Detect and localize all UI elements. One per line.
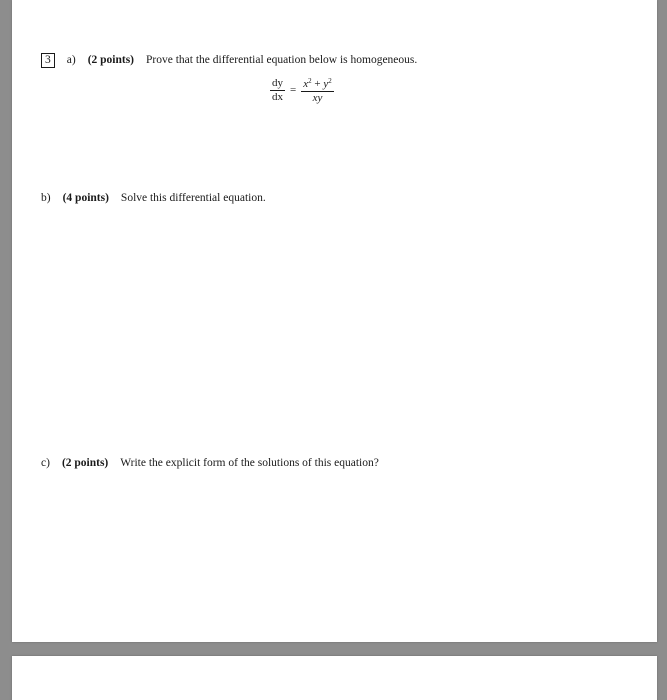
next-document-page <box>12 656 657 700</box>
differential-equation <box>270 75 334 105</box>
rhs-fraction <box>301 75 334 105</box>
question-part-c <box>41 457 379 469</box>
document-page <box>12 0 657 642</box>
part-a-points: (2 points) <box>87 54 135 66</box>
rhs-numerator <box>301 75 334 92</box>
rhs-term-x-exponent: 2 <box>308 77 312 85</box>
part-c-label: c) <box>41 457 50 469</box>
rhs-term-x: x <box>303 78 309 90</box>
part-c-points: (2 points) <box>61 457 109 469</box>
part-b-prompt: Solve this differential equation. <box>120 192 266 204</box>
part-b-label: b) <box>41 192 51 204</box>
lhs-numerator: dy <box>272 76 283 89</box>
part-b-points: (4 points) <box>62 192 109 204</box>
part-a-label: a) <box>66 54 76 66</box>
part-c-prompt: Write the explicit form of the solutions of this equation? <box>120 457 379 469</box>
question-number-box: 3 <box>41 53 55 68</box>
rhs-denominator: xy <box>312 92 323 104</box>
lhs-denominator: dx <box>272 90 283 103</box>
equals-sign: = <box>290 84 297 96</box>
rhs-term-y: y <box>323 78 329 90</box>
question-part-b <box>41 192 266 204</box>
rhs-plus: + <box>311 78 324 90</box>
lhs-fraction <box>270 77 285 104</box>
question-part-a <box>41 53 417 68</box>
part-a-prompt: Prove that the differential equation below is homogeneous. <box>146 54 418 66</box>
rhs-term-y-exponent: 2 <box>328 77 332 85</box>
